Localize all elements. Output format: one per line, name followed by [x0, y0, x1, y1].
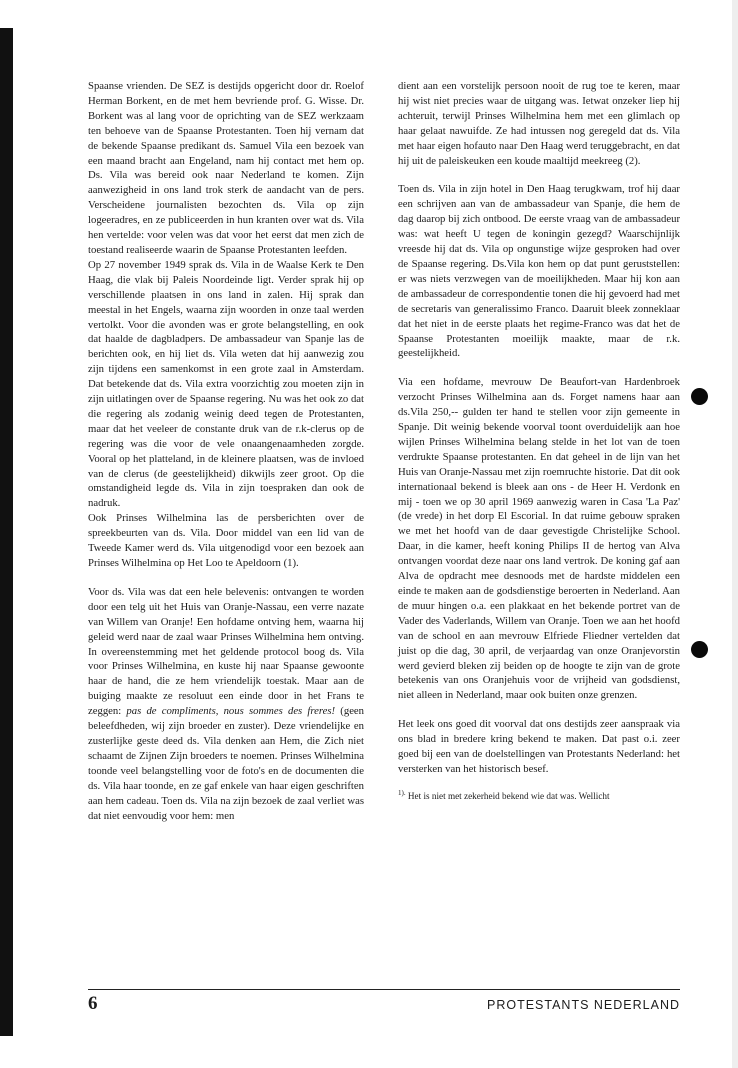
page-edge-shadow — [732, 0, 738, 1068]
footer-rule — [88, 989, 680, 990]
footnote-marker: 1). — [398, 788, 406, 797]
binding-edge — [0, 28, 13, 1036]
footnote — [398, 787, 680, 802]
paragraph-text: (geen beleefdheden, wij zijn broeder en zuster). Deze vriendelijke en zusterlijke geste deed ds. Vila denken aan Hem, die Zich niet schaamt de Zijnen Zijn broeders te noemen. Prinses Wilhelmina toonde veel belangstelling voor de foto's en de documenten die ds. Vila haar toonde, en ze gaf enkele van haar eigen geschriften aan hem cadeau. Toen ds. Vila na zijn bezoek de zaal verliet was dat niet eenvoudig voor hem: men — [88, 705, 365, 822]
paragraph: Via een hofdame, mevrouw De Beaufort-van Hardenbroek verzocht Prinses Wilhelmina aan ds. Forget namens haar aan ds.Vila 250,-- gulden ter hand te stellen voor zijn gemeente in Spanje. Dit weinig bekende voorval toont overduidelijk aan hoe wijlen Prinses Wilhelmina belang stelde in het lot van de toen verdrukte Spaanse protestanten. En dat geheel in de lijn van het Huis van Oranje-Nassau met zijn roemruchte historie. Dat dit ook internationaal bekend is bleek aan ons - de Heer H. Verdonk en mij - toen we op 30 april 1969 aanwezig waren in Casa 'La Paz' (de vrede) in het dorp El Escorial. In dat ruime gebouw spraken we met het hoofd van de daar gevestigde Christelijke School. Daar, in die kamer, heeft koning Philips II de hertog van Alva ontvangen voordat deze naar ons land vertrok. De koning gaf aan Alva de opdracht mee desnoods met de hardste middelen een einde te maken aan de godsdienstige beroerten in Nederland. Aan de muur hingen o.a. een plakkaat en het bekende portret van de Vader des Vaderlands, Willem van Oranje. Toen we aan het hoofd van de school en aan mevrouw Elfriede Fliedner vertelden dat juist op die dag, 30 april, de verjaardag van onze Oranjevorstin werd gevierd bleken zij beiden op de hoogte te zijn van de grote betekenis van ons Oranjehuis voor de vrijheid van godsdienst, niet alleen in Nederland, maar ook buiten onze grenzen. — [398, 376, 680, 702]
paragraph: dient aan een vorstelijk persoon nooit de rug toe te keren, maar hij wist niet precies waar de uitgang was. Ietwat onzeker liep hij achteruit, terwijl Prinses Wilhelmina hem met een glimlach op haar gelaat nawuifde. Ze had intussen nog geregeld dat ds. Vila met haar eigen hofauto naar Den Haag werd teruggebracht, en dat hij uit de paleiskeuken een koude maaltijd meekreeg (2). — [398, 80, 680, 167]
left-column — [88, 79, 364, 823]
footnote-text: Het is niet met zekerheid bekend wie dat was. Wellicht — [405, 790, 610, 801]
page-number: 6 — [88, 993, 98, 1014]
journal-title: PROTESTANTS NEDERLAND — [486, 998, 680, 1012]
paragraph: Het leek ons goed dit voorval dat ons destijds zeer aanspraak via ons blad in bredere kring bekend te maken. Dat past o.i. zeer goed bij een van de doelstellingen van Protestants Nederland: het versterken van het historisch besef. — [398, 718, 680, 775]
visit-paragraph — [88, 585, 364, 824]
french-quote: pas de compliments, nous sommes des freres! — [126, 705, 336, 718]
paragraph: Toen ds. Vila in zijn hotel in Den Haag terugkwam, trof hij daar een schrijven aan van de ambassadeur van Spanje, die hem de dag daarop bij zich ontbood. De eerste vraag van de ambassadeur was: wat heeft U tegen de koningin gezegd? Waarschijnlijk vreesde hij dat ds. Vila op ongunstige wijze gesproken had over de Spaanse regering. Ds.Vila kon hem op dat punt geruststellen: er was niets verzwegen van de moeilijkheden. Maar hij kon aan de ambassadeur de correspondentie tonen die hij gevoerd had met de secretaris van generalissimo Franco. Daaruit bleek zonneklaar dat het niet in de eerste plaats het regime-Franco was dat het de Spaanse Protestanten moeilijk maakte, maar de r.k. geestelijkheid. — [398, 183, 680, 360]
paragraph-text: Voor ds. Vila was dat een hele belevenis: ontvangen te worden door een telg uit het Huis van Oranje-Nassau, een verre nazate van Willem van Oranje! Een hofdame ontving hem, waarna hij geleid werd naar de zaal waar Prinses Wilhelmina hem ontving. In overeenstemming met het geldende protocol boog ds. Vila voor Prinses Wilhelmina, en kuste hij naar Spaanse gewoonte haar de hand, die ze hem vriendelijk toestak. Maar aan de buiging maakte ze resoluut een einde door in het Frans te zeggen: — [88, 585, 364, 718]
punch-hole — [691, 641, 708, 658]
right-column — [398, 79, 680, 811]
paragraph: Ook Prinses Wilhelmina las de persberichten over de spreekbeurten van ds. Vila. Door middel van een lid van de Tweede Kamer werd ds. Vila uitgenodigd voor een bezoek aan Prinses Wilhelmina op Het Loo te Apeldoorn (1). — [88, 512, 364, 569]
paragraph: Spaanse vrienden. De SEZ is destijds opgericht door dr. Roelof Herman Borkent, en de met hem bevriende prof. G. Wisse. Dr. Borkent was al lang voor de oprichting van de SEZ werkzaam ten behoeve van de Spaanse Protestanten. Toen hij vernam dat de bekende Spaanse predikant ds. Samuel Vila een bezoek van een maand bracht aan Engeland, nam hij contact met hem op. Ds. Vila was bereid ook naar Nederland te komen. Zijn aanwezigheid in ons land trok sterk de aandacht van de pers. Verscheidene journalisten bezochten ds. Vila op zijn logeeradres, en ze publiceerden in hun kranten over wat ds. Vila hen vertelde: voor velen was dat voor het eerst dat men zich de toestand realiseerde waarin de Spaanse Protestanten leefden. — [88, 80, 364, 256]
punch-hole — [691, 388, 708, 405]
paragraph: Op 27 november 1949 sprak ds. Vila in de Waalse Kerk te Den Haag, die vlak bij Paleis Noordeinde ligt. Verder sprak hij op verschillende plaatsen in ons land in zalen. Hij sprak dan meestal in het Engels, waarna zijn woorden in onze taal werden vertolkt. Voor die avonden was er grote belangstelling, en ook dat haalde de dagbladpers. De ambassadeur van Spanje las de berichten ook, en hij liet ds. Vila weten dat hij aanwezig zou zijn tijdens een samenkomst in een grote zaal in Amsterdam. Dat betekende dat ds. Vila extra voorzichtig zou moeten zijn in zijn uitlatingen over de Spaanse regering. Nu was het ook zo dat die regering als zodanig weinig deed tegen de Protestanten, maar dat het veeleer de constante druk van de r.k-clerus op de regering was die voor de vele onaangenaamheden zorgde. Vooral op het platteland, in de kleinere plaatsen, was de invloed van de clerus (de geestelijkheid) dikwijls zeer groot. Op die omstandigheid legde ds. Vila in zijn toespraken dan ook de nadruk. — [88, 258, 364, 510]
